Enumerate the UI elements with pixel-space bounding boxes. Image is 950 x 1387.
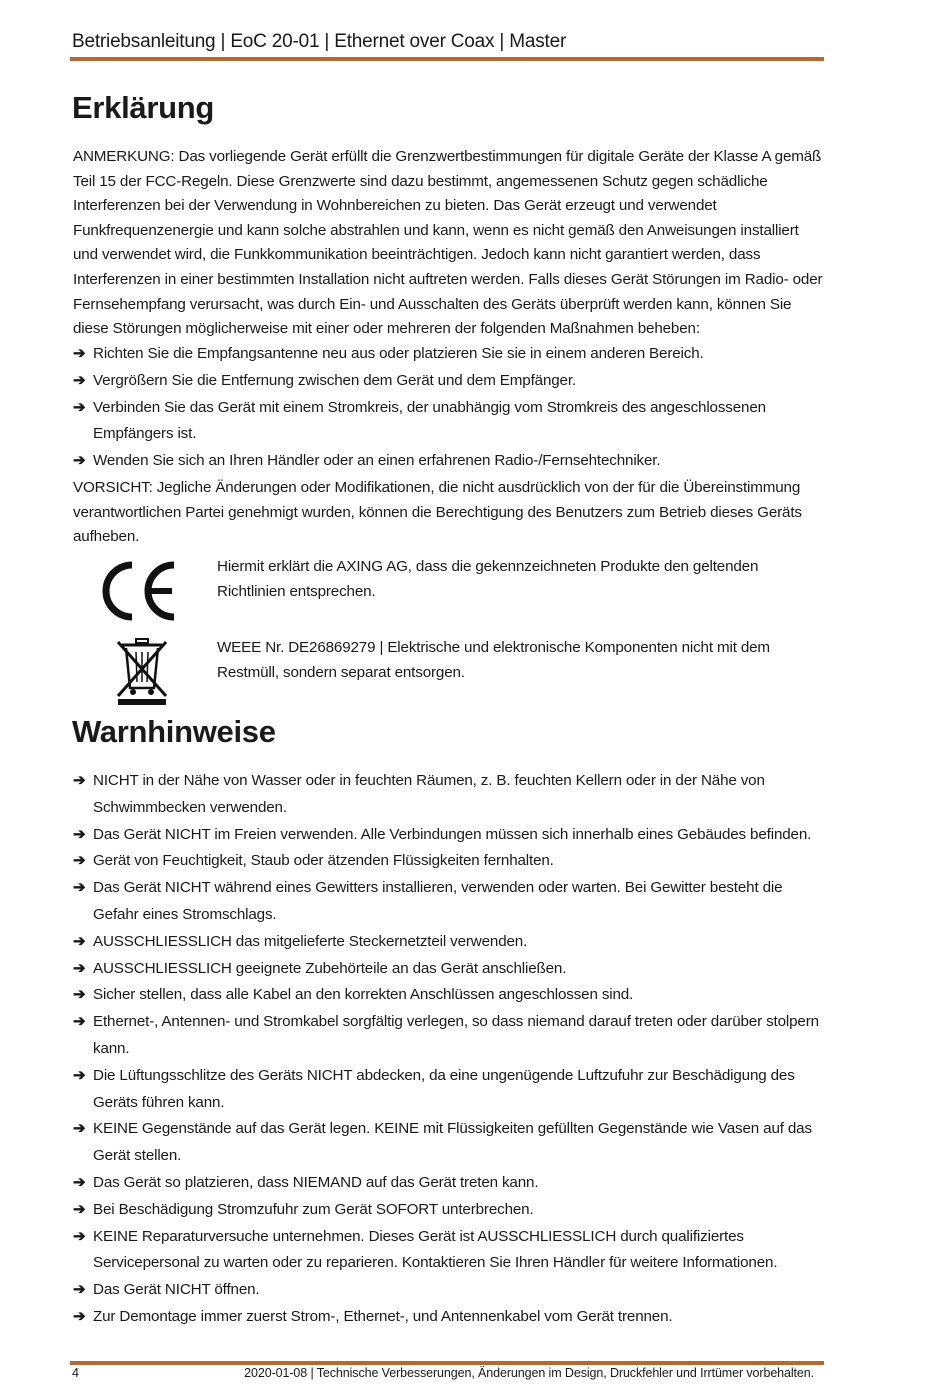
list-item: ➔ NICHT in der Nähe von Wasser oder in feuchten Räumen, z. B. feuchten Kellern oder in der Nähe von Schwimmbecken verwenden. — [73, 768, 825, 822]
list-item: ➔ Bei Beschädigung Stromzufuhr zum Gerät SOFORT unterbrechen. — [73, 1197, 825, 1224]
footer-rule — [70, 1361, 824, 1365]
list-item: ➔ Richten Sie die Empfangsantenne neu aus oder platzieren Sie sie in einem anderen Bereich. — [73, 341, 825, 368]
ce-mark-icon — [100, 555, 180, 625]
right-arrow-icon: ➔ — [73, 852, 86, 870]
ce-text: Hiermit erklärt die AXING AG, dass die gekennzeichneten Produkte den geltenden Richtlinien entsprechen. — [217, 558, 759, 600]
declaration-heading: Erklärung — [72, 90, 215, 125]
right-arrow-icon: ➔ — [73, 345, 86, 362]
list-item: ➔ Die Lüftungsschlitze des Geräts NICHT abdecken, da eine ungenügende Luftzufuhr zur Beschädigung des Geräts führen kann. — [73, 1063, 825, 1117]
page-header — [72, 28, 824, 56]
right-arrow-icon: ➔ — [73, 825, 86, 843]
right-arrow-icon: ➔ — [73, 452, 86, 470]
right-arrow-icon: ➔ — [73, 772, 86, 789]
right-arrow-icon: ➔ — [73, 1066, 86, 1084]
list-item: ➔ Zur Demontage immer zuerst Strom-, Ethernet-, und Antennenkabel vom Gerät trennen. — [73, 1304, 825, 1331]
right-arrow-icon: ➔ — [73, 1200, 86, 1218]
list-item: ➔ Wenden Sie sich an Ihren Händler oder an einen erfahrenen Radio-/Fernsehtechniker. — [73, 448, 825, 475]
list-item: ➔ Gerät von Feuchtigkeit, Staub oder ätzenden Flüssigkeiten fernhalten. — [73, 848, 825, 875]
warnings-heading: Warnhinweise — [72, 714, 276, 749]
caution-note: VORSICHT: Jegliche Änderungen oder Modifikationen, die nicht ausdrücklich von der für die Übereinstimmung verantwortlichen Partei genehmigt wurden, können die Berechtigung des Benutzers zum Betrieb dieses Geräts aufheben. — [73, 479, 802, 546]
crossed-out-bin-icon — [114, 636, 174, 708]
list-item: ➔ Sicher stellen, dass alle Kabel an den korrekten Anschlüssen angeschlossen sind. — [73, 982, 825, 1009]
right-arrow-icon: ➔ — [73, 1227, 86, 1245]
list-item: ➔ AUSSCHLIESSLICH das mitgelieferte Steckernetzteil verwenden. — [73, 929, 825, 956]
right-arrow-icon: ➔ — [73, 1013, 86, 1031]
fcc-note: ANMERKUNG: Das vorliegende Gerät erfüllt die Grenzwertbestimmungen für digitale Geräte der Klasse A gemäß Teil 15 der FCC-Regeln. Diese Grenzwerte sind dazu bestimmt, angemessenen Schutz gegen schädliche Interferenzen bei der Verwendung in Wohnbereichen zu bieten. Das Gerät erzeugt und verwendet Funkfrequenzenergie und kann solche abstrahlen und kann, wenn es nicht gemäß den Anweisungen installiert und verwendet wird, die Funkkommunikation beeinträchtigen. Jedoch kann nicht garantiert werden, dass Interferenzen in einer bestimmten Installation nicht auftreten werden. Falls dieses Gerät Störungen im Radio- oder Fernsehempfang verursacht, was durch Ein- und Ausschalten des Geräts überprüft werden kann, können Sie diese Störungen möglicherweise mit einer oder mehreren der folgenden Maßnahmen beheben: — [73, 148, 823, 338]
warnings-list — [73, 768, 825, 1331]
right-arrow-icon: ➔ — [73, 398, 86, 416]
document-title: Betriebsanleitung | EoC 20-01 | Ethernet over Coax | Master — [72, 31, 567, 52]
list-item: ➔ Das Gerät NICHT im Freien verwenden. Alle Verbindungen müssen sich innerhalb eines Gebäudes befinden. — [73, 822, 825, 849]
list-item: ➔ AUSSCHLIESSLICH geeignete Zubehörteile an das Gerät anschließen. — [73, 956, 825, 983]
list-item: ➔ Das Gerät so platzieren, dass NIEMAND auf das Gerät treten kann. — [73, 1170, 825, 1197]
right-arrow-icon: ➔ — [73, 879, 86, 897]
list-item: ➔ Das Gerät NICHT öffnen. — [73, 1277, 825, 1304]
header-rule — [70, 57, 824, 61]
measures-list — [73, 341, 825, 475]
weee-declaration — [100, 636, 824, 708]
right-arrow-icon: ➔ — [73, 371, 86, 389]
right-arrow-icon: ➔ — [73, 959, 86, 977]
right-arrow-icon: ➔ — [73, 1120, 86, 1138]
list-item: ➔ Ethernet-, Antennen- und Stromkabel sorgfältig verlegen, so dass niemand darauf treten oder darüber stolpern kann. — [73, 1009, 825, 1063]
ce-declaration — [100, 555, 824, 625]
list-item: ➔ Verbinden Sie das Gerät mit einem Stromkreis, der unabhängig vom Stromkreis des angeschlossenen Empfängers ist. — [73, 395, 825, 449]
list-item: ➔ Das Gerät NICHT während eines Gewitters installieren, verwenden oder warten. Bei Gewitter besteht die Gefahr eines Stromschlags. — [73, 875, 825, 929]
right-arrow-icon: ➔ — [73, 986, 86, 1004]
page-number: 4 — [72, 1366, 79, 1380]
right-arrow-icon: ➔ — [73, 1307, 86, 1325]
footer-note: 2020-01-08 | Technische Verbesserungen, Änderungen im Design, Druckfehler und Irrtümer vorbehalten. — [244, 1366, 814, 1380]
list-item: ➔ Vergrößern Sie die Entfernung zwischen dem Gerät und dem Empfänger. — [73, 368, 825, 395]
list-item: ➔ KEINE Gegenstände auf das Gerät legen. KEINE mit Flüssigkeiten gefüllten Gegenstände wie Vasen auf das Gerät stellen. — [73, 1116, 825, 1170]
right-arrow-icon: ➔ — [73, 932, 86, 950]
right-arrow-icon: ➔ — [73, 1281, 86, 1299]
list-item: ➔ KEINE Reparaturversuche unternehmen. Dieses Gerät ist AUSSCHLIESSLICH durch qualifiziertes Servicepersonal zu warten oder zu reparieren. Kontaktieren Sie Ihren Händler für weitere Informationen. — [73, 1224, 825, 1278]
right-arrow-icon: ➔ — [73, 1173, 86, 1191]
weee-text: WEEE Nr. DE26869279 | Elektrische und elektronische Komponenten nicht mit dem Restmüll, sondern separat entsorgen. — [217, 639, 770, 681]
